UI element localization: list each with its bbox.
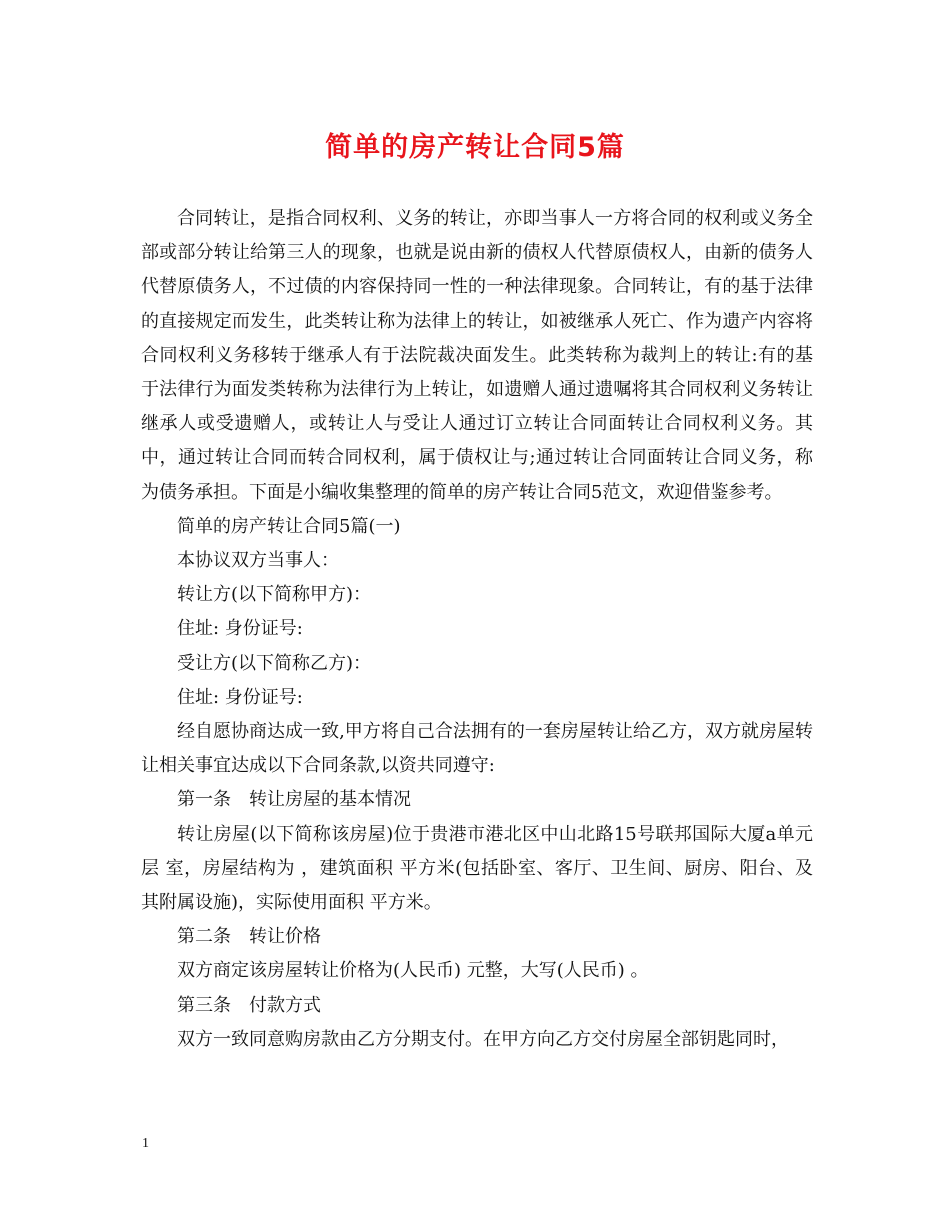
page-number: 1 xyxy=(142,1136,149,1151)
section-heading: 简单的房产转让合同5篇(一) xyxy=(177,515,401,537)
article-3-paragraph: 双方一致同意购房款由乙方分期支付。在甲方向乙方交付房屋全部钥匙同时， xyxy=(177,1028,789,1050)
article-1-heading: 第一条 转让房屋的基本情况 xyxy=(177,789,411,811)
transferee-address-line: 住址: 身份证号: xyxy=(177,686,303,708)
document-body xyxy=(141,202,813,1057)
article-1-paragraph: 转让房屋(以下简称该房屋)位于贵港市港北区中山北路15号联邦国际大厦a单元 层 室，房屋结构为 ，建筑面积 平方米(包括卧室、客厅、卫生间、厨房、阳台、及其附属设施)，实际使用面积 平方米。 xyxy=(141,823,813,914)
parties-line: 本协议双方当事人： xyxy=(177,550,339,572)
transferee-line: 受让方(以下简称乙方)： xyxy=(177,652,372,674)
transferor-address-line: 住址: 身份证号: xyxy=(177,618,303,640)
article-2-heading: 第二条 转让价格 xyxy=(177,926,321,948)
document-title: 简单的房产转让合同5篇 xyxy=(325,132,625,163)
transferor-line: 转让方(以下简称甲方)： xyxy=(177,584,372,606)
agreement-paragraph: 经自愿协商达成一致,甲方将自己合法拥有的一套房屋转让给乙方，双方就房屋转让相关事宜达成以下合同条款,以资共同遵守: xyxy=(141,721,813,777)
intro-paragraph: 合同转让，是指合同权利、义务的转让，亦即当事人一方将合同的权利或义务全部或部分转让给第三人的现象，也就是说由新的债权人代替原债权人，由新的债务人代替原债务人，不过债的内容保持同一性的一种法律现象。合同转让，有的基于法律的直接规定而发生，此类转让称为法律上的转让，如被继承人死亡、作为遗产内容将合同权利义务移转于继承人有于法院裁决面发生。此类转称为裁判上的转让:有的基于法律行为面发类转称为法律行为上转让，如遗赠人通过遗嘱将其合同权利义务转让继承人或受遗赠人，或转让人与受让人通过订立转让合同面转让合同权利义务。其中，通过转让合同而转合同权利，属于债权让与;通过转让合同面转让合同义务，称为债务承担。下面是小编收集整理的简单的房产转让合同5范文，欢迎借鉴参考。 xyxy=(141,208,813,503)
article-3-heading: 第三条 付款方式 xyxy=(177,994,321,1016)
article-2-paragraph: 双方商定该房屋转让价格为(人民币) 元整，大写(人民币) 。 xyxy=(177,960,649,982)
